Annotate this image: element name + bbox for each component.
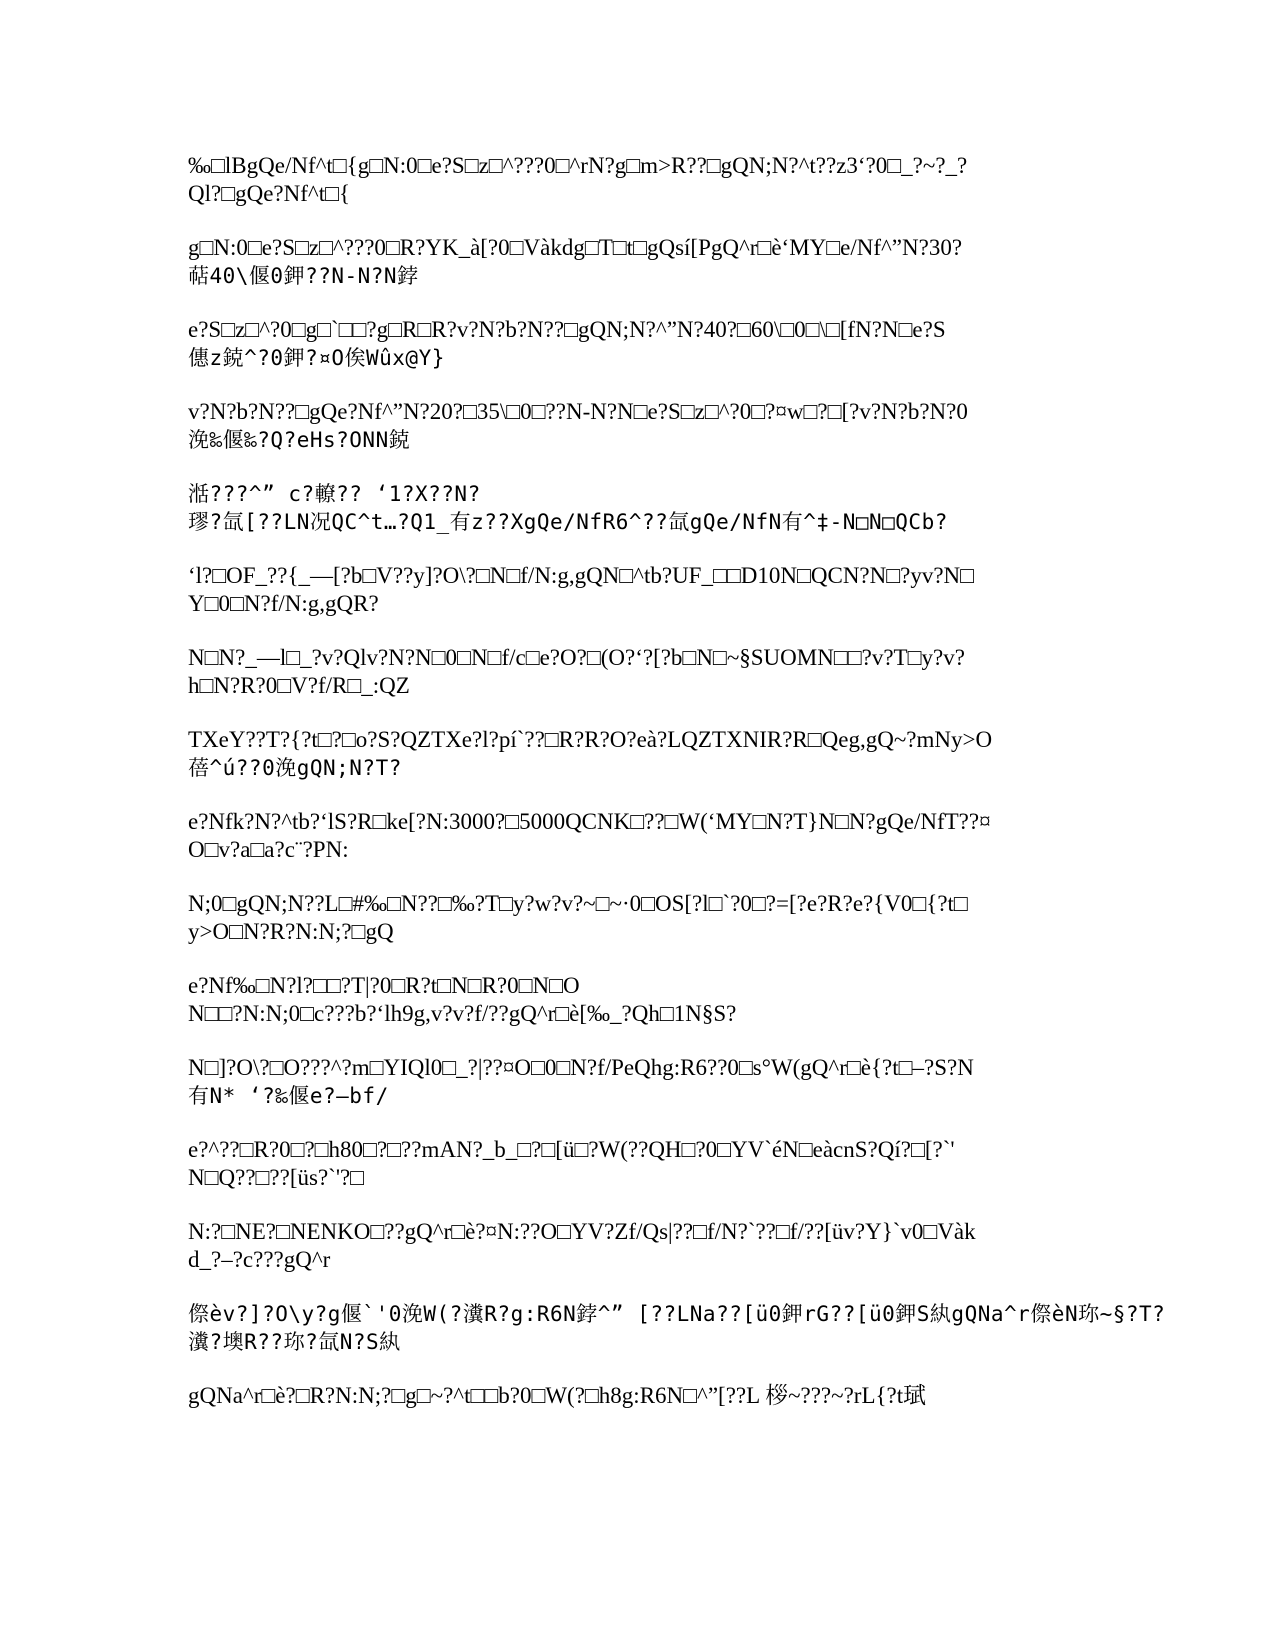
text-line: N□Q??□??[üs?`'?□ <box>188 1165 365 1190</box>
text-line: v?N?b?N??□gQe?Nf^”N?20?□35\□0□??N-N?N□e?S□z□^?0□?¤w□?□[?v?N?b?N?0 <box>188 399 968 424</box>
text-line: N□□?N:N;0□c???b?‘lh9g,v?v?f/??gQ^r□è[‰_?Qh□1N§S? <box>188 1001 737 1026</box>
paragraph <box>188 1382 1188 1410</box>
text-line: Y□0□N?f/N:g,gQR? <box>188 591 379 616</box>
text-line: g□N:0□e?S□z□^???0□R?YK_à[?0□Vàkdg□T□t□gQsí[PgQ^r□è‘MY□e/Nf^”N?30? <box>188 235 963 260</box>
text-line: 湉???^” c?轑?? ‘1?X??N? <box>188 482 481 506</box>
text-line: 璆?氙[??LN况QC^t…?Q1_有z??XgQe/NfR6^??氙gQe/NfN有^‡-N□N□QCb? <box>188 510 948 534</box>
text-line: 浼‰偃‰?Q?eHs?ONN鋴 <box>188 428 411 452</box>
text-line: TXeY??T?{?t□?□o?S?QZTXe?l?pí`??□R?R?O?eà?LQZTXNIR?R□Qeg,gQ~?mNy>O <box>188 727 993 752</box>
paragraph <box>188 808 1188 864</box>
text-line: e?S□z□^?0□g□`□□?g□R□R?v?N?b?N??□gQN;N?^”N?40?□60\□0□\□[fN?N□e?S <box>188 317 946 342</box>
text-line: e?Nf‰□N?l?□□?T|?0□R?t□N□R?0□N□O <box>188 973 580 998</box>
document-body <box>188 152 1188 1436</box>
paragraph <box>188 972 1188 1028</box>
text-line: Ql?□gQe?Nf^t□{ <box>188 181 351 206</box>
text-line: ‰□lBgQe/Nf^t□{g□N:0□e?S□z□^???0□^rN?g□m>R??□gQN;N?^t??z3‘?0□_?~?_? <box>188 153 968 178</box>
paragraph <box>188 1300 1188 1356</box>
paragraph <box>188 562 1188 618</box>
text-line: 萜40\偃0鉀??N-N?N鋍 <box>188 264 419 288</box>
text-line: 瀵?墺R??珎?氙N?S紈 <box>188 1330 401 1354</box>
text-line: O□v?a□a?c¨?PN: <box>188 837 349 862</box>
paragraph <box>188 480 1188 536</box>
text-line: 傺èv?]?O\y?g偃`'0浼W(?瀵R?g:R6N鋍^” [??LNa??[ü0鉀rG??[ü0鉀S紈gQNa^r傺èN珎~§?T? <box>188 1302 1166 1326</box>
paragraph <box>188 316 1188 372</box>
text-line: 蓓^ú??0浼gQN;N?T? <box>188 756 402 780</box>
text-line: gQNa^r□è?□R?N:N;?□g□~?^t□□b?0□W(?□h8g:R6N□^”[??L 桚~???~?rL{?t珷 <box>188 1383 927 1408</box>
text-line: 有N* ‘?‰偃e?—bf/ <box>188 1084 389 1108</box>
text-line: ‘l?□OF_??{_—[?b□V??y]?O\?□N□f/N:g,gQN□^tb?UF_□□D10N□QCN?N□?yv?N□ <box>188 563 975 588</box>
text-line: d_?–?c???gQ^r <box>188 1247 331 1272</box>
text-line: N:?□NE?□NENKO□??gQ^r□è?¤N:??O□YV?Zf/Qs|??□f/N?`??□f/??[üv?Y}`v0□Vàk <box>188 1219 976 1244</box>
text-line: e?^??□R?0□?□h80□?□??mAN?_b_□?□[ü□?W(??QH□?0□YV`éN□eàcnS?Qí?□[?`' <box>188 1137 955 1162</box>
text-line: e?Nfk?N?^tb?‘lS?R□ke[?N:3000?□5000QCNK□??□W(‘MY□N?T}N□N?gQe/NfT??¤ <box>188 809 991 834</box>
text-line: y>O□N?R?N:N;?□gQ <box>188 919 394 944</box>
text-line: N□]?O\?□O???^?m□YIQl0□_?|??¤O□0□N?f/PeQhg:R6??0□s°W(gQ^r□è{?t□–?S?N <box>188 1055 974 1080</box>
paragraph <box>188 234 1188 290</box>
text-line: N;0□gQN;N??L□#‰□N??□‰?T□y?w?v?~□~·0□OS[?l□`?0□?=[?e?R?e?{V0□{?t□ <box>188 891 968 916</box>
paragraph <box>188 644 1188 700</box>
paragraph <box>188 1136 1188 1192</box>
paragraph <box>188 890 1188 946</box>
paragraph <box>188 398 1188 454</box>
text-line: h□N?R?0□V?f/R□_:QZ <box>188 673 410 698</box>
paragraph <box>188 1054 1188 1110</box>
text-line: 僡z鋴^?0鉀?¤O俟Wûx@Y} <box>188 346 445 370</box>
paragraph <box>188 1218 1188 1274</box>
paragraph <box>188 726 1188 782</box>
text-line: N□N?_—l□_?v?Qlv?N?N□0□N□f/c□e?O?□(O?‘?[?b□N□~§SUOMN□□?v?T□y?v? <box>188 645 965 670</box>
paragraph <box>188 152 1188 208</box>
